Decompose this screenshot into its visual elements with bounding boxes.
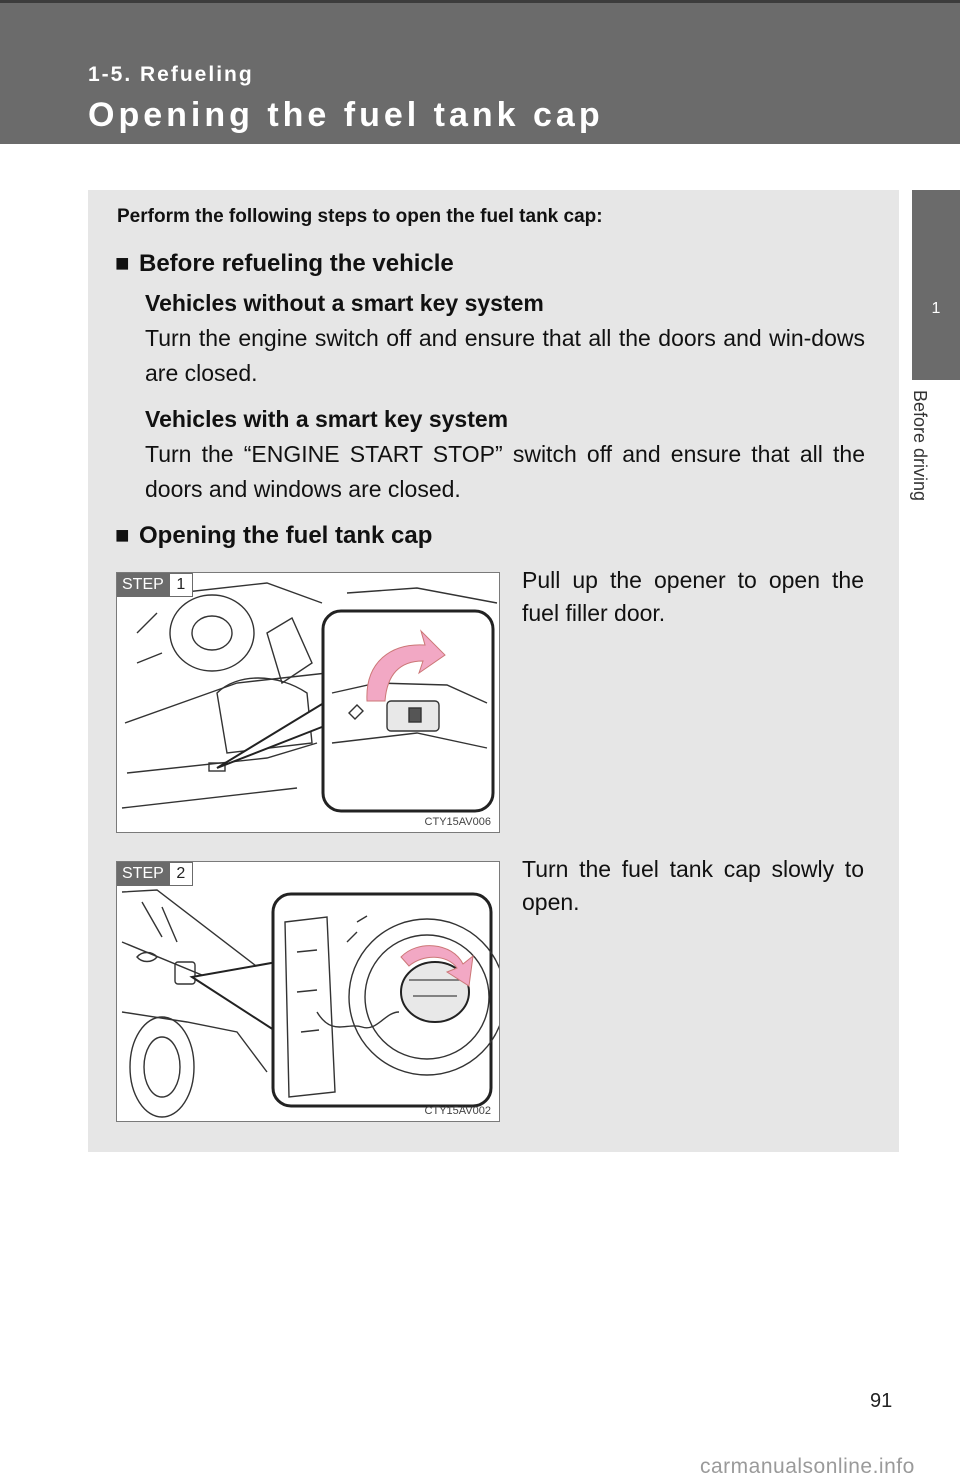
section-label: 1-5. Refueling: [88, 63, 254, 86]
para-smart-key: Turn the “ENGINE START STOP” switch off and ensure that all the doors and windows are closed.: [145, 441, 865, 502]
page-header: [0, 0, 960, 144]
heading-before-refueling: [115, 250, 454, 278]
intro-text: Perform the following steps to open the fuel tank cap:: [117, 206, 603, 227]
step-number: 1: [169, 573, 193, 597]
step-1-text: Pull up the opener to open the fuel filler door.: [522, 567, 864, 626]
chapter-tab: [912, 190, 960, 380]
page-title: Opening the fuel tank cap: [88, 96, 604, 134]
fuel-cap-illustration: [117, 862, 500, 1122]
step-word: STEP: [117, 573, 169, 597]
subhead-smart-key: Vehicles with a smart key system: [145, 406, 509, 432]
figure-code: CTY15AV006: [424, 816, 491, 828]
figure-code: CTY15AV002: [424, 1105, 491, 1117]
chapter-tab-number: 1: [931, 300, 941, 317]
figure-step-2: [116, 861, 500, 1122]
figure-step-1: [116, 572, 500, 833]
opener-illustration: [117, 573, 500, 833]
step-2-text: Turn the fuel tank cap slowly to open.: [522, 856, 864, 915]
chapter-label: [900, 390, 960, 540]
para-no-smart-key: Turn the engine switch off and ensure that all the doors and win-dows are closed.: [145, 325, 865, 386]
page-number: 91: [870, 1390, 893, 1412]
chapter-label-text: Before driving: [910, 390, 930, 502]
black-square-icon: ■: [115, 250, 130, 277]
step-word: STEP: [117, 862, 169, 886]
heading-opening: [115, 522, 432, 550]
watermark: carmanualsonline.info: [700, 1455, 915, 1478]
heading-before-refueling-text: Before refueling the vehicle: [139, 250, 454, 277]
step-badge-2: [117, 862, 193, 886]
subhead-no-smart-key: Vehicles without a smart key system: [145, 290, 544, 316]
black-square-icon: ■: [115, 522, 130, 549]
step-badge-1: [117, 573, 193, 597]
heading-opening-text: Opening the fuel tank cap: [139, 522, 433, 549]
step-number: 2: [169, 862, 193, 886]
